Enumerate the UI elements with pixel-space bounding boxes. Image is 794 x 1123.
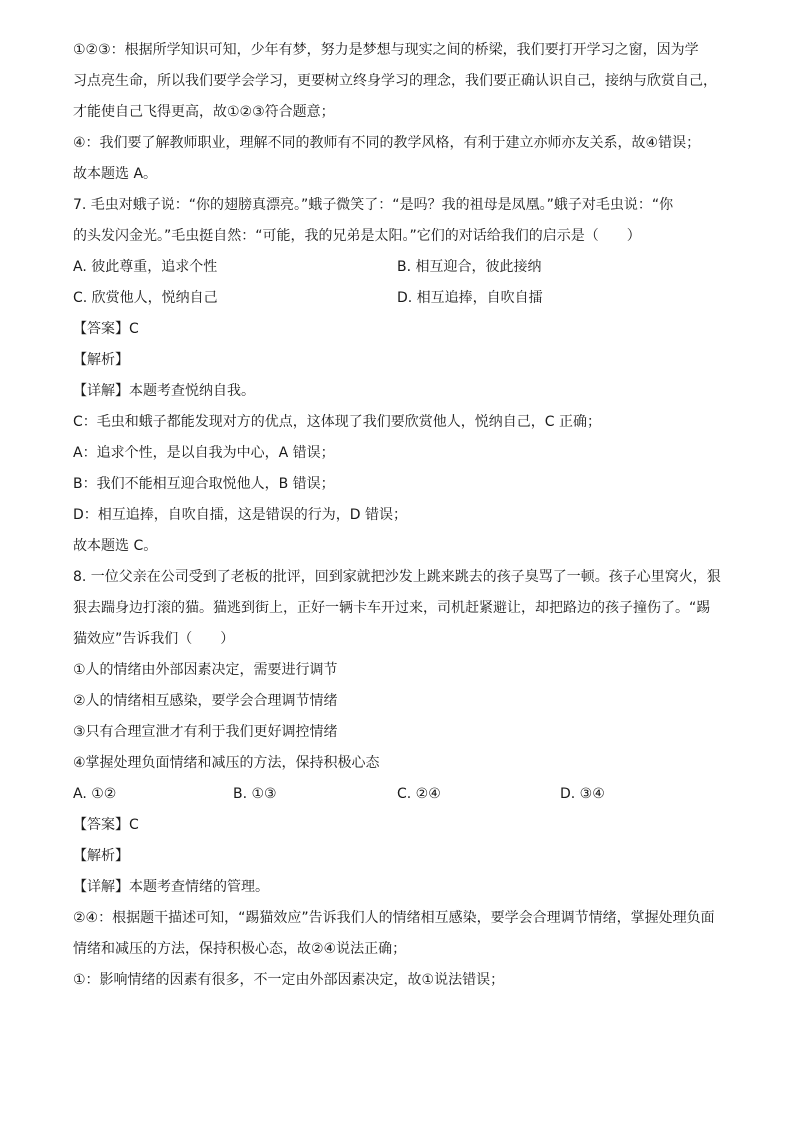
conclusion-line: 故本题选 A。 xyxy=(73,166,158,182)
explanation-line: 习点亮生命，所以我们要学会学习，更要树立终身学习的理念，我们要正确认识自己，接纳与欣赏自己， xyxy=(73,73,717,89)
option-b: B. ①③ xyxy=(233,786,277,802)
answer-label: 【答案】C xyxy=(73,817,139,833)
question-7-stem: 的头发闪金光。”毛虫挺自然：“可能，我的兄弟是太阳。”它们的对话给我们的启示是（ ） xyxy=(73,228,641,244)
conclusion-line: 故本题选 C。 xyxy=(73,538,158,554)
option-c: C. 欣赏他人，悦纳自己 xyxy=(73,290,218,306)
statement-line: ①人的情绪由外部因素决定，需要进行调节 xyxy=(73,662,338,678)
statement-line: ④掌握处理负面情绪和减压的方法，保持积极心态 xyxy=(73,755,380,771)
option-c: C. ②④ xyxy=(397,786,441,802)
option-d: D. ③④ xyxy=(560,786,605,802)
explanation-line: ①②③：根据所学知识可知，少年有梦，努力是梦想与现实之间的桥梁，我们要打开学习之窗，因为学 xyxy=(73,42,699,58)
option-a: A. 彼此尊重，追求个性 xyxy=(73,259,218,275)
analysis-label: 【解析】 xyxy=(73,848,129,864)
statement-line: ③只有合理宣泄才有利于我们更好调控情绪 xyxy=(73,724,338,740)
explanation-line: D：相互追捧，自吹自擂，这是错误的行为，D 错误； xyxy=(73,507,408,523)
explanation-line: 情绪和减压的方法，保持积极心态，故②④说法正确； xyxy=(73,941,407,957)
explanation-line: 才能使自己飞得更高，故①②③符合题意； xyxy=(73,104,335,120)
explanation-line: B：我们不能相互迎合取悦他人，B 错误； xyxy=(73,476,335,492)
statement-line: ②人的情绪相互感染，要学会合理调节情绪 xyxy=(73,693,338,709)
explanation-line: C：毛虫和蛾子都能发现对方的优点，这体现了我们要欣赏他人，悦纳自己，C 正确； xyxy=(73,414,601,430)
question-7-stem: 7. 毛虫对蛾子说：“你的翅膀真漂亮。”蛾子微笑了：“是吗？我的祖母是凤凰。”蛾子对毛虫说：“你 xyxy=(73,197,674,213)
option-b: B. 相互迎合，彼此接纳 xyxy=(397,259,542,275)
explanation-line: ②④：根据题干描述可知，“踢猫效应”告诉我们人的情绪相互感染，要学会合理调节情绪，掌握处理负面 xyxy=(73,910,715,926)
explanation-line: ④：我们要了解教师职业，理解不同的教师有不同的教学风格，有利于建立亦师亦友关系，故④错误； xyxy=(73,135,701,151)
question-8-stem: 8. 一位父亲在公司受到了老板的批评，回到家就把沙发上跳来跳去的孩子臭骂了一顿。孩子心里窝火，狠 xyxy=(73,569,721,585)
explanation-line: ①：影响情绪的因素有很多，不一定由外部因素决定，故①说法错误； xyxy=(73,972,505,988)
answer-label: 【答案】C xyxy=(73,321,139,337)
question-8-stem: 狠去踹身边打滚的猫。猫逃到街上，正好一辆卡车开过来，司机赶紧避让，却把路边的孩子撞伤了。“踢 xyxy=(73,600,711,616)
analysis-label: 【解析】 xyxy=(73,352,129,368)
explanation-line: A：追求个性，是以自我为中心，A 错误； xyxy=(73,445,335,461)
option-a: A. ①② xyxy=(73,786,117,802)
question-8-stem: 猫效应”告诉我们（ ） xyxy=(73,631,235,647)
detail-line: 【详解】本题考查情绪的管理。 xyxy=(73,879,269,895)
detail-line: 【详解】本题考查悦纳自我。 xyxy=(73,383,255,399)
option-d: D. 相互追捧，自吹自擂 xyxy=(397,290,543,306)
